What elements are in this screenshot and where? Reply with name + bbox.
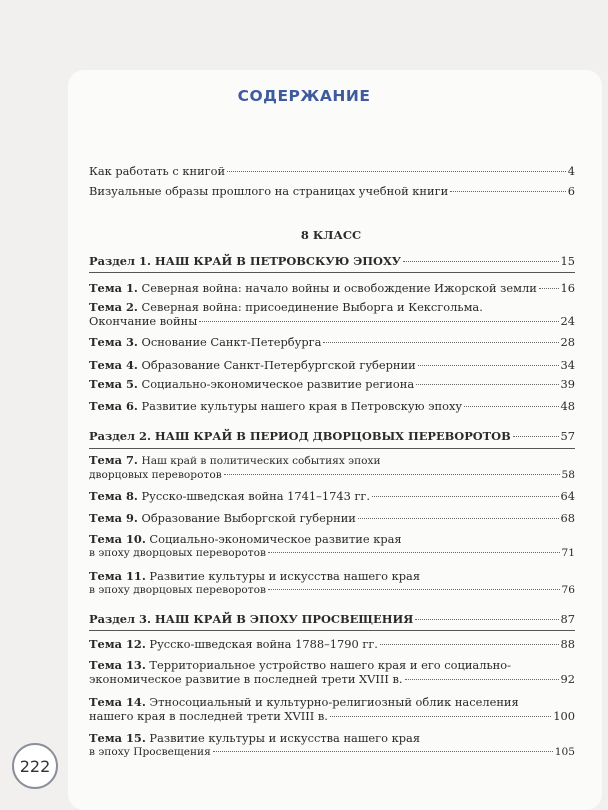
- toc-topic-item[interactable]: Тема 9. Образование Выборгской губернии 68: [89, 511, 575, 525]
- toc-item-text: Визуальные образы прошлого на страницах учебной книги: [89, 184, 449, 198]
- section-divider: [89, 448, 575, 449]
- section-divider: [89, 272, 575, 273]
- toc-page-number: 87: [560, 612, 575, 626]
- toc-item-text: Как работать с книгой: [89, 164, 226, 178]
- toc-page-number: 15: [560, 254, 575, 268]
- toc-intro-item[interactable]: [89, 165, 575, 179]
- toc-topic-item[interactable]: Тема 10. Социально-экономическое развитие края в эпоху дворцовых переворотов 71: [89, 532, 575, 559]
- toc-page-number: 6: [567, 184, 575, 198]
- toc-topic-item[interactable]: Тема 4. Образование Санкт-Петербургской губернии 34: [89, 358, 575, 372]
- toc-section-1[interactable]: [89, 255, 575, 269]
- grade-heading: 8 КЛАСС: [300, 228, 362, 242]
- section-title: Раздел 3. НАШ КРАЙ В ЭПОХУ ПРОСВЕЩЕНИЯ: [89, 612, 414, 626]
- section-divider: [89, 630, 575, 631]
- toc-topic-item[interactable]: Тема 3. Основание Санкт-Петербурга 28: [89, 335, 575, 349]
- toc-topic-item[interactable]: Тема 7. Наш край в политических событиях эпохи дворцовых переворотов 58: [89, 453, 575, 481]
- section-title: Раздел 1. НАШ КРАЙ В ПЕТРОВСКУЮ ЭПОХУ: [89, 254, 402, 268]
- toc-topic-item[interactable]: Тема 5. Социально-экономическое развитие региона 39: [89, 377, 575, 391]
- toc-topic-item[interactable]: Тема 13. Территориальное устройство нашего края и его социально- экономическое развитие в последней трети XVIII в. 92: [89, 658, 575, 686]
- toc-page-number: 57: [560, 429, 575, 443]
- toc-topic-item[interactable]: Тема 2. Северная война: присоединение Выборга и Кексгольма. Окончание войны 24: [89, 300, 575, 328]
- toc-section-3[interactable]: [89, 613, 575, 627]
- toc-topic-item[interactable]: Тема 12. Русско-шведская война 1788–1790 гг. 88: [89, 637, 575, 651]
- page-number-badge: 222: [12, 743, 58, 789]
- toc-topic-item[interactable]: Тема 11. Развитие культуры и искусства нашего края в эпоху дворцовых переворотов 76: [89, 569, 575, 596]
- toc-topic-item[interactable]: Тема 14. Этносоциальный и культурно-религиозный облик населения нашего края в последней трети XVIII в. 100: [89, 695, 575, 723]
- toc-section-2[interactable]: [89, 430, 575, 444]
- toc-topic-item[interactable]: Тема 8. Русско-шведская война 1741–1743 гг. 64: [89, 489, 575, 503]
- toc-page-number: 4: [567, 164, 575, 178]
- page-title: СОДЕРЖАНИЕ: [237, 87, 371, 105]
- toc-topic-item[interactable]: Тема 15. Развитие культуры и искусства нашего края в эпоху Просвещения 105: [89, 731, 575, 758]
- toc-intro-item[interactable]: [89, 185, 575, 199]
- toc-topic-item[interactable]: Тема 1. Северная война: начало войны и освобождение Ижорской земли 16: [89, 281, 575, 295]
- toc-topic-item[interactable]: Тема 6. Развитие культуры нашего края в Петровскую эпоху 48: [89, 399, 575, 413]
- section-title: Раздел 2. НАШ КРАЙ В ПЕРИОД ДВОРЦОВЫХ ПЕРЕВОРОТОВ: [89, 429, 511, 443]
